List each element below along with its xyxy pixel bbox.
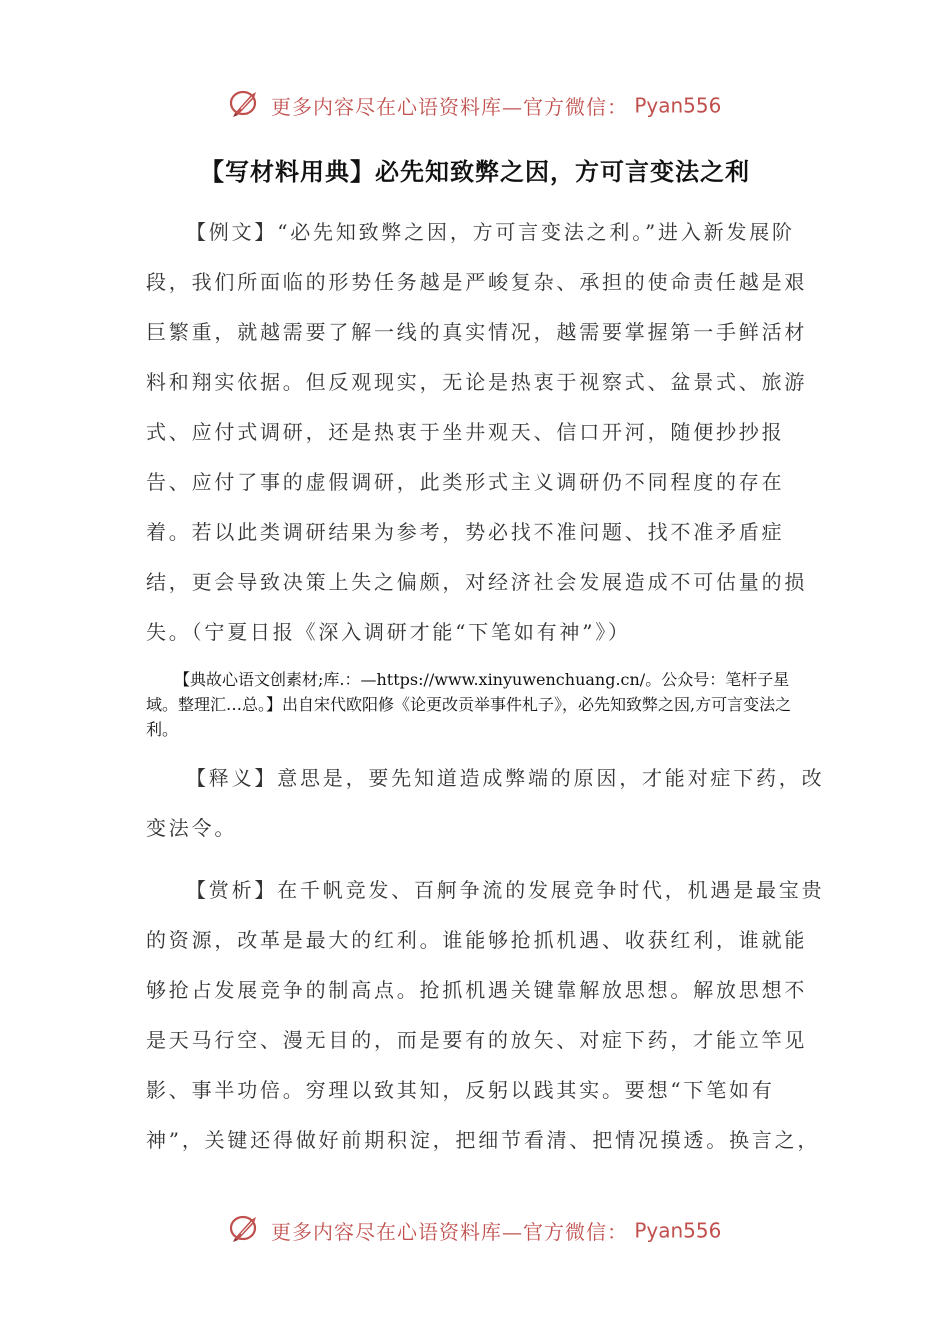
page-title: 【写材料用典】必先知致弊之因，方可言变法之利 — [200, 157, 750, 186]
header-banner — [0, 88, 950, 123]
header-banner-text: 更多内容尽在心语资料库—官方微信： — [270, 95, 628, 119]
footer-wechat-id: Pyan556 — [634, 1218, 722, 1243]
analysis-paragraph: 【赏析】在千帆竞发、百舸争流的发展竞争时代，机遇是最宝贵的资源，改革是最大的红利。谁能够抢抓机遇、收获红利，谁就能够抢占发展竞争的制高点。抢抓机遇关键靠解放思想。解放思想不是天马行空、漫无目的，而是要有的放矢、对症下药，才能立竿见影、事半功倍。穷理以致其知，反躬以践其实。要想“下笔如有神”，关键还得做好前期积淀，把细节看清、把情况摸透。换言之， — [146, 878, 825, 1152]
pen-nib-logo-icon — [229, 1213, 261, 1248]
source-note-paragraph: 【典故心语文创素材;库.：—https://www.xinyuwenchuang.cn/。公众号：笔杆子星域。整理汇…总。】出自宋代欧阳修《论更改贡举事件札子》，必先知致弊之因,方可言变法之利。 — [146, 670, 792, 739]
example-paragraph: 【例文】“必先知致弊之因，方可言变法之利。”进入新发展阶段，我们所面临的形势任务越是严峻复杂、承担的使命责任越是艰巨繁重，就越需要了解一线的真实情况，越需要掌握第一手鲜活材料和翔实依据。但反观现实，无论是热衷于视察式、盆景式、旅游式、应付式调研，还是热衷于坐井观天、信口开河，随便抄抄报告、应付了事的虚假调研，此类形式主义调研仍不同程度的存在着。若以此类调研结果为参考，势必找不准问题、找不准矛盾症结，更会导致决策上失之偏颇，对经济社会发展造成不可估量的损失。（宁夏日报《深入调研才能“下笔如有神”》） — [146, 220, 808, 644]
footer-banner — [0, 1213, 950, 1248]
pen-nib-logo-icon — [229, 88, 261, 123]
header-wechat-id: Pyan556 — [634, 93, 722, 118]
footer-banner-text: 更多内容尽在心语资料库—官方微信： — [270, 1220, 628, 1244]
meaning-paragraph: 【释义】意思是，要先知道造成弊端的原因，才能对症下药，改变法令。 — [146, 766, 825, 840]
